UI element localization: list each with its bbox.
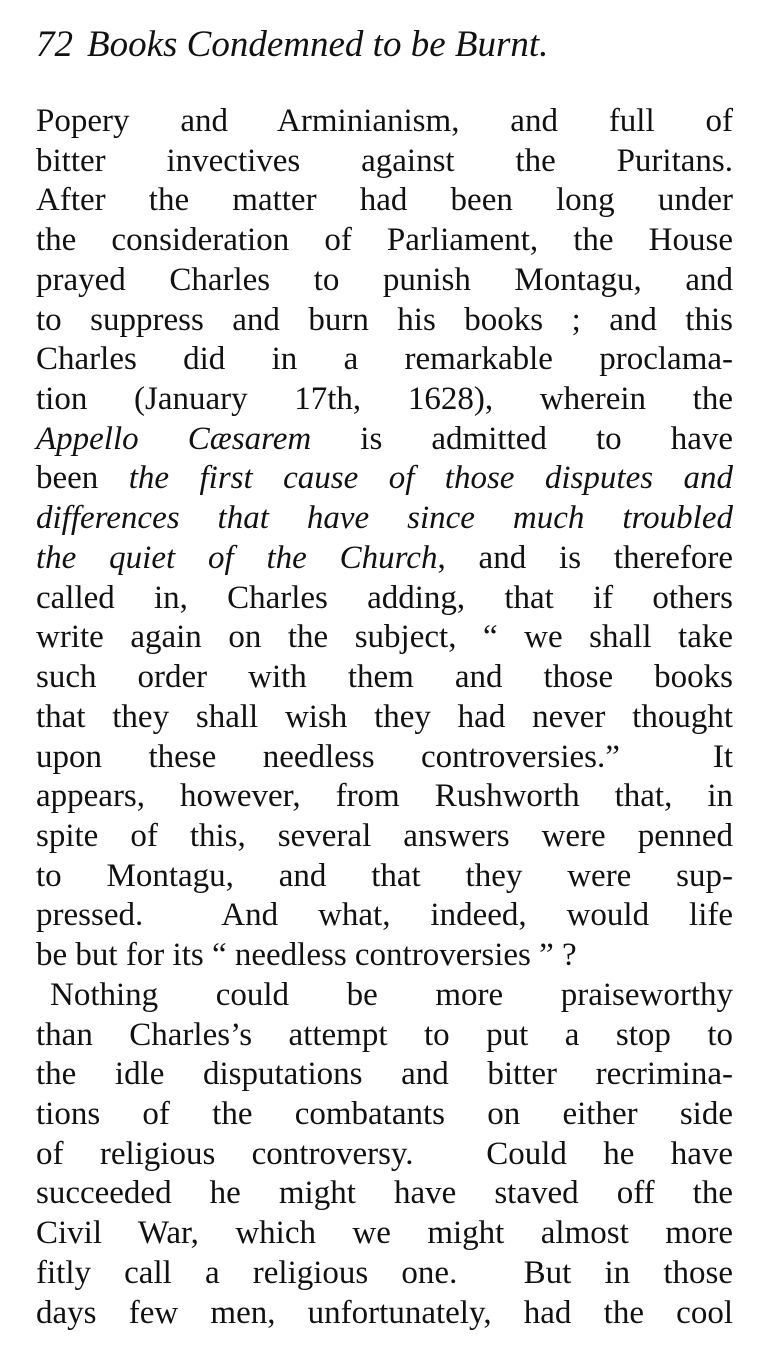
text-line	[36, 1174, 733, 1214]
text-run: After the matter had been long under	[36, 182, 733, 219]
text-run: to suppress and burn his books ; and this	[36, 301, 733, 338]
text-run: called in, Charles adding, that if others	[36, 579, 733, 616]
text-run: Charles did in a remarkable proclama-	[36, 341, 733, 378]
text-line	[36, 1214, 733, 1254]
text-run: bitter invectives against the Puritans.	[36, 142, 733, 179]
text-run: succeeded he might have staved off the	[36, 1175, 733, 1212]
text-line	[36, 936, 733, 976]
text-line	[36, 102, 733, 142]
italic-text: Appello Cæsarem	[36, 420, 312, 457]
text-run: appears, however, from Rushworth that, in	[36, 778, 733, 815]
text-line	[36, 976, 733, 1016]
text-line	[36, 618, 733, 658]
text-run: such order with them and those books	[36, 659, 733, 696]
text-run: been	[36, 460, 129, 497]
running-title: Books Condemned to be Burnt.	[87, 24, 549, 65]
text-run: to Montagu, and that they were sup-	[36, 857, 733, 894]
text-run: upon these needless controversies.” It	[36, 738, 733, 775]
text-run: that they shall wish they had never thought	[36, 698, 733, 735]
text-run: is admitted to have	[311, 420, 733, 457]
text-run: pressed. And what, indeed, would life	[36, 897, 733, 934]
text-run: tion (January 17th, 1628), wherein the	[36, 381, 733, 418]
text-line	[36, 817, 733, 857]
text-line	[36, 539, 733, 579]
text-line	[36, 896, 733, 936]
text-line	[36, 1135, 733, 1175]
text-run: Popery and Arminianism, and full of	[36, 103, 733, 139]
text-line	[36, 420, 733, 460]
text-line	[36, 1016, 733, 1056]
italic-text: differences that have since much troubled	[36, 500, 733, 537]
text-line	[36, 698, 733, 738]
text-run: spite of this, several answers were penned	[36, 817, 733, 854]
text-line	[36, 261, 733, 301]
body-text	[36, 102, 733, 1333]
text-run: tions of the combatants on either side	[36, 1095, 733, 1132]
text-line	[36, 1095, 733, 1135]
text-run: , and is therefore	[437, 539, 733, 576]
text-line	[36, 857, 733, 897]
text-run: Civil War, which we might almost more	[36, 1215, 733, 1252]
text-line	[36, 1294, 733, 1334]
text-run: days few men, unfortunately, had the cool	[36, 1294, 733, 1331]
text-line	[36, 459, 733, 499]
text-run: write again on the subject, “ we shall take	[36, 619, 733, 656]
text-run: Nothing could be more praiseworthy	[50, 976, 733, 1013]
italic-text: the first cause of those disputes and	[128, 460, 733, 497]
text-line	[36, 499, 733, 539]
italic-text: the quiet of the Church	[36, 539, 438, 576]
text-line	[36, 777, 733, 817]
text-run: than Charles’s attempt to put a stop to	[36, 1016, 733, 1053]
text-run: of religious controversy. Could he have	[36, 1135, 733, 1172]
text-run: the consideration of Parliament, the House	[36, 222, 733, 259]
text-line	[36, 380, 733, 420]
running-head	[36, 20, 736, 70]
text-line	[36, 1254, 733, 1294]
text-line	[36, 142, 733, 182]
text-line	[36, 221, 733, 261]
text-line	[36, 340, 733, 380]
text-run: the idle disputations and bitter recrimina-	[36, 1056, 733, 1093]
text-line	[36, 658, 733, 698]
text-run: be but for its “ needless controversies ” ?	[36, 937, 577, 974]
text-line	[36, 1055, 733, 1095]
text-run: fitly call a religious one. But in those	[36, 1254, 733, 1291]
text-line	[36, 579, 733, 619]
text-line	[36, 738, 733, 778]
page-number: 72	[36, 24, 73, 65]
text-run: prayed Charles to punish Montagu, and	[36, 261, 733, 298]
text-line	[36, 301, 733, 341]
text-line	[36, 181, 733, 221]
